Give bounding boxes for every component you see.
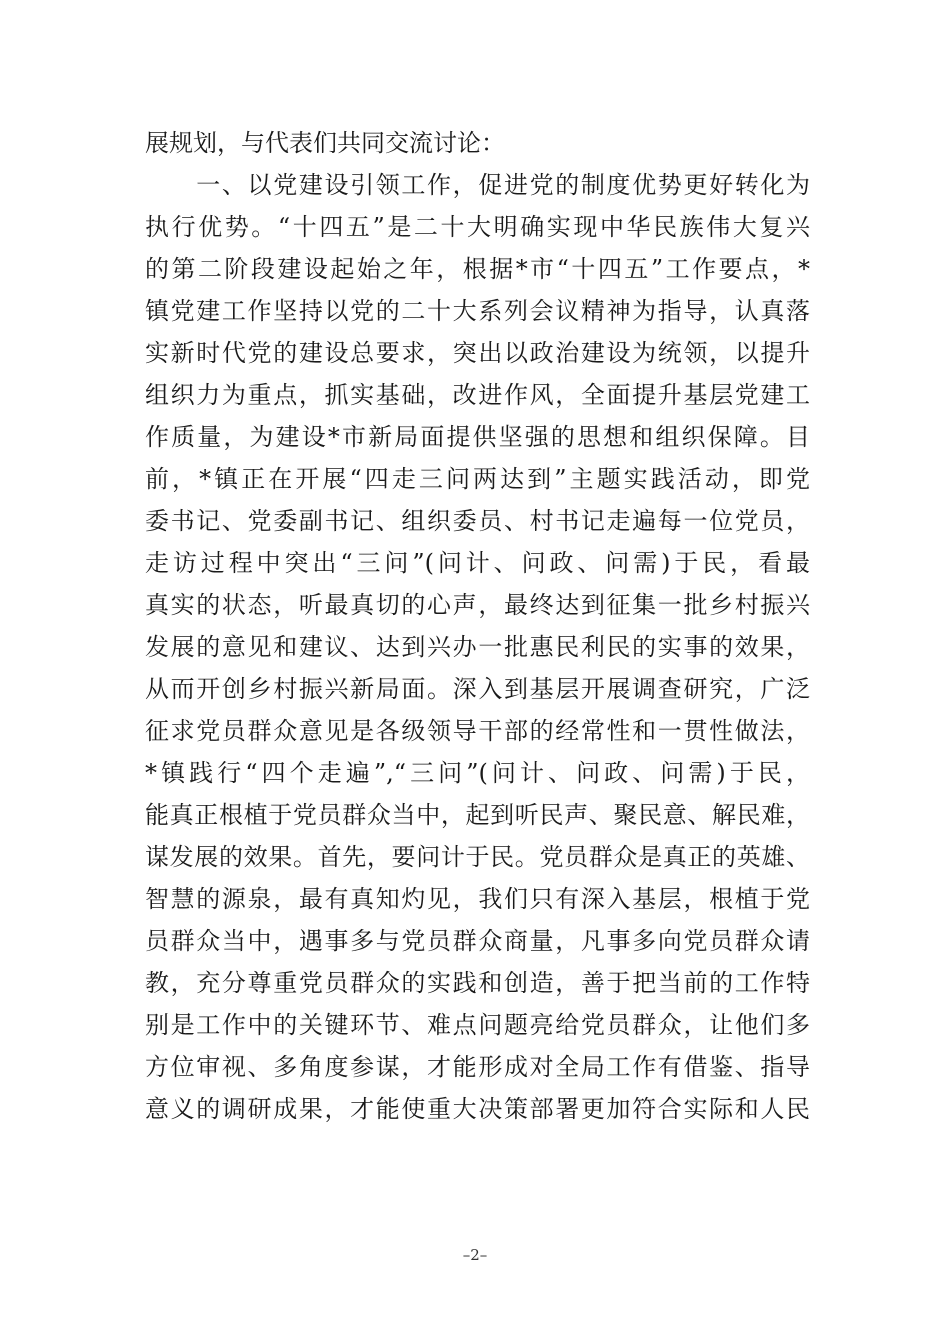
text-line: 能真正根植于党员群众当中，起到听民声、聚民意、解民难，: [145, 801, 810, 829]
text-line: 征求党员群众意见是各级领导干部的经常性和一贯性做法，: [145, 717, 810, 745]
text-line: 前，*镇正在开展“四走三问两达到”主题实践活动，即党: [145, 465, 810, 493]
text-line: 从而开创乡村振兴新局面。深入到基层开展调查研究，广泛: [145, 675, 810, 703]
text-line: 一、以党建设引领工作，促进党的制度优势更好转化为: [145, 171, 810, 199]
text-line: 真实的状态，听最真切的心声，最终达到征集一批乡村振兴: [145, 591, 810, 619]
text-line: 发展的意见和建议、达到兴办一批惠民利民的实事的效果，: [145, 633, 810, 661]
text-line: *镇践行“四个走遍”,“三问”(问计、问政、问需)于民，: [145, 759, 810, 787]
text-line: 意义的调研成果，才能使重大决策部署更加符合实际和人民: [145, 1095, 810, 1123]
text-line: 教，充分尊重党员群众的实践和创造，善于把当前的工作特: [145, 969, 810, 997]
text-line: 谋发展的效果。首先，要问计于民。党员群众是真正的英雄、: [145, 843, 810, 871]
text-line: 的第二阶段建设起始之年，根据*市“十四五”工作要点，*: [145, 255, 810, 283]
text-line: 方位审视、多角度参谋，才能形成对全局工作有借鉴、指导: [145, 1053, 810, 1081]
text-line: 委书记、党委副书记、组织委员、村书记走遍每一位党员，: [145, 507, 810, 535]
text-line: 员群众当中，遇事多与党员群众商量，凡事多向党员群众请: [145, 927, 810, 955]
page-number: –2–: [462, 1246, 488, 1264]
text-line: 别是工作中的关键环节、难点问题亮给党员群众，让他们多: [145, 1011, 810, 1039]
text-line: 执行优势。“十四五”是二十大明确实现中华民族伟大复兴: [145, 213, 810, 241]
text-line: 智慧的源泉，最有真知灼见，我们只有深入基层，根植于党: [145, 885, 810, 913]
text-line: 作质量，为建设*市新局面提供坚强的思想和组织保障。目: [145, 423, 810, 451]
text-line: 走访过程中突出“三问”(问计、问政、问需)于民，看最: [145, 549, 810, 577]
text-line: 实新时代党的建设总要求，突出以政治建设为统领，以提升: [145, 339, 810, 367]
text-line: 组织力为重点，抓实基础，改进作风，全面提升基层党建工: [145, 381, 810, 409]
text-line: 镇党建工作坚持以党的二十大系列会议精神为指导，认真落: [145, 297, 810, 325]
body-text: [145, 122, 810, 1130]
text-line: 展规划，与代表们共同交流讨论：: [145, 129, 505, 157]
